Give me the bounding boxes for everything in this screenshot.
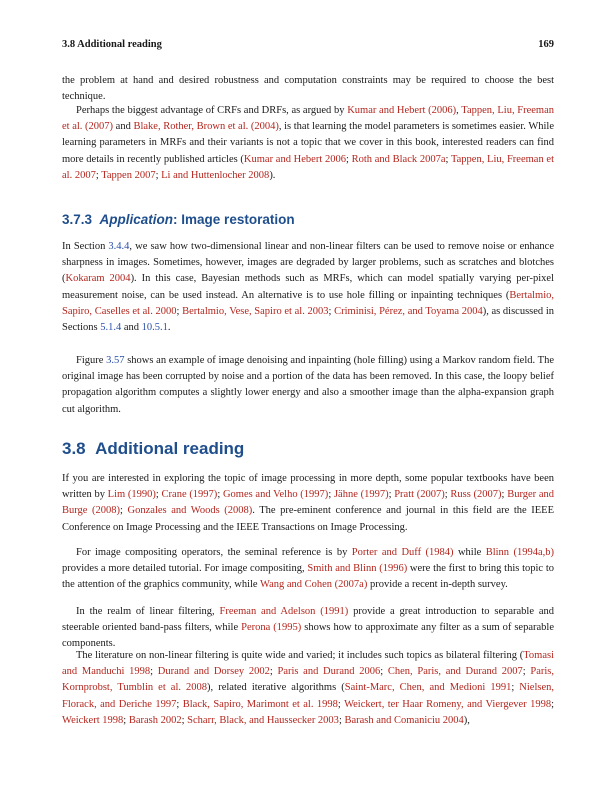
citation-link[interactable]: Blinn (1994a,b) (485, 547, 555, 558)
section-heading (62, 439, 554, 459)
citation-link[interactable]: Jähne (1997) (333, 489, 389, 501)
citation-link[interactable]: Bertalmio, Sapiro, Caselles et al. 2000 (62, 289, 554, 317)
citation-link[interactable]: Scharr, Black, and Haussecker 2003 (187, 714, 339, 726)
citation-link[interactable]: Barash and Comaniciu 2004 (344, 714, 464, 726)
citation-link[interactable]: Saint-Marc, Chen, and Medioni 1991 (344, 682, 512, 694)
citation-link[interactable]: Porter and Duff (1984) (351, 547, 454, 558)
citation-link[interactable]: Tappen 2007 (101, 169, 156, 181)
citation-link[interactable]: Pratt (2007) (394, 489, 445, 501)
subsection-application-label: Application (99, 212, 174, 227)
citation-link[interactable]: Paris, Kornprobst, Tumblin et al. 2008 (62, 666, 554, 694)
citation-link[interactable]: Lim (1990) (107, 489, 156, 501)
paragraph-textbooks: If you are interested in exploring the topic of image processing in more depth, some popular textbooks have been written by Lim (1990); Crane (1997); Gomes and Velho (1997); Jähne (1997); Pratt (2007); Russ (2007); Burger and Burge (2008); Gonzales and Woods (2008). The pre-eminent conference and journal in this field are the IEEE Conference on Image Processing and the IEEE Transactions on Image Processing. (62, 473, 555, 533)
citation-link[interactable]: Kokaram 2004 (65, 273, 131, 285)
citation-link[interactable]: Tappen, Liu, Freeman et al. 2007 (62, 153, 555, 181)
citation-link[interactable]: Gomes and Velho (1997) (222, 489, 329, 501)
section-reference-link[interactable]: 5.1.4 (100, 322, 122, 334)
citation-link[interactable]: Paris and Durand 2006 (277, 666, 381, 678)
citation-link[interactable]: Weickert 1998 (62, 714, 124, 726)
citation-link[interactable]: Russ (2007) (450, 489, 502, 501)
paragraph-crf-advantages: Perhaps the biggest advantage of CRFs and DRFs, as argued by Kumar and Hebert (2006), Tappen, Liu, Freeman et al. (2007) and Blake, Rother, Brown et al. (2004), is that learning the model parameters is sometimes easier. While learning parameters in MRFs and their variants is not a topic that we cover in this book, interested readers can find more details in recently published articles (Kumar and Hebert 2006; Roth and Black 2007a; Tappen, Liu, Freeman et al. 2007; Tappen 2007; Li and Huttenlocher 2008). (62, 105, 555, 181)
subsection-number: 3.7.3 (62, 212, 93, 227)
citation-link[interactable]: Chen, Paris, and Durand 2007 (387, 666, 523, 678)
citation-link[interactable]: Kumar and Hebert (2006) (347, 105, 457, 116)
section-number: 3.8 (62, 439, 86, 458)
paragraph-continuation: the problem at hand and desired robustness and computation constraints may be required to choose the best technique. (62, 75, 554, 103)
citation-link[interactable]: Criminisi, Pérez, and Toyama 2004 (334, 305, 483, 317)
citation-link[interactable]: Burger and Burge (2008) (62, 489, 555, 517)
paragraph-linear-filtering: In the realm of linear filtering, Freeman and Adelson (1991) provide a great introduction to separable and steerable oriented band-pass filters, while Perona (1995) shows how to approximate any filter as a sum of separable components. (62, 606, 554, 650)
citation-link[interactable]: Kumar and Hebert 2006 (243, 153, 346, 165)
paragraph-compositing: For image compositing operators, the seminal reference is by Porter and Duff (1984) while Blinn (1994a,b) provides a more detailed tutorial. For image compositing, Smith and Blinn (1996) were the first to bring this topic to the attention of the graphics community, while Wang and Cohen (2007a) provide a recent in-depth survey. (62, 547, 555, 591)
citation-link[interactable]: Bertalmio, Vese, Sapiro et al. 2003 (182, 305, 329, 317)
citation-link[interactable]: Gonzales and Woods (2008) (127, 505, 253, 517)
citation-link[interactable]: Wang and Cohen (2007a) (260, 579, 368, 591)
citation-link[interactable]: Blake, Rother, Brown et al. (2004) (133, 121, 279, 133)
citation-link[interactable]: Black, Sapiro, Marimont et al. 1998 (182, 698, 338, 710)
citation-link[interactable]: Crane (1997) (161, 489, 218, 501)
page-header (62, 39, 554, 53)
citation-link[interactable]: Li and Huttenlocher 2008 (161, 169, 270, 181)
citation-link[interactable]: Barash 2002 (128, 714, 182, 726)
citation-link[interactable]: Tappen, Liu, Freeman et al. (2007) (62, 105, 555, 133)
page-number: 169 (538, 39, 554, 50)
section-title: Additional reading (95, 439, 245, 458)
section-reference-link[interactable]: 3.4.4 (108, 241, 130, 252)
subsection-title: : Image restoration (173, 212, 295, 227)
citation-link[interactable]: Perona (1995) (241, 622, 302, 634)
citation-link[interactable]: Nielsen, Florack, and Deriche 1997 (62, 682, 554, 710)
citation-link[interactable]: Tomasi and Manduchi 1998 (62, 650, 554, 678)
paragraph-image-restoration: In Section 3.4.4, we saw how two-dimensional linear and non-linear filters can be used to remove noise or enhance sharpness in images. Sometimes, however, images are degraded by larger problems, such as scratches and blotches (Kokaram 2004). In this case, Bayesian methods such as MRFs, which can model spatially varying per-pixel measurement noise, can be used instead. An alternative is to use hole filling or inpainting techniques (Bertalmio, Sapiro, Caselles et al. 2000; Bertalmio, Vese, Sapiro et al. 2003; Criminisi, Pérez, and Toyama 2004), as discussed in Sections 5.1.4 and 10.5.1. (62, 241, 554, 334)
paragraph-nonlinear-filtering: The literature on non-linear filtering is quite wide and varied; it includes such topics as bilateral filtering (Tomasi and Manduchi 1998; Durand and Dorsey 2002; Paris and Durand 2006; Chen, Paris, and Durand 2007; Paris, Kornprobst, Tumblin et al. 2008), related iterative algorithms (Saint-Marc, Chen, and Medioni 1991; Nielsen, Florack, and Deriche 1997; Black, Sapiro, Marimont et al. 1998; Weickert, ter Haar Romeny, and Viergever 1998; Weickert 1998; Barash 2002; Scharr, Black, and Haussecker 2003; Barash and Comaniciu 2004), (62, 650, 554, 726)
paragraph-figure-description: Figure 3.57 shows an example of image denoising and inpainting (hole filling) using a Markov random field. The original image has been corrupted by noise and a portion of the data has been removed. In this case, the loopy belief propagation algorithm computes a slightly lower energy and also a smoother image than the alpha-expansion graph cut algorithm. (62, 355, 554, 415)
figure-reference-link[interactable]: 3.57 (106, 355, 125, 366)
citation-link[interactable]: Roth and Black 2007a (351, 153, 446, 165)
citation-link[interactable]: Weickert, ter Haar Romeny, and Viergever 1998 (344, 698, 552, 710)
section-reference-link[interactable]: 10.5.1 (141, 322, 168, 334)
citation-link[interactable]: Freeman and Adelson (1991) (219, 606, 349, 617)
subsection-heading (62, 212, 554, 227)
citation-link[interactable]: Smith and Blinn (1996) (307, 563, 408, 575)
citation-link[interactable]: Durand and Dorsey 2002 (157, 666, 270, 678)
running-section-title: 3.8 Additional reading (62, 39, 162, 50)
